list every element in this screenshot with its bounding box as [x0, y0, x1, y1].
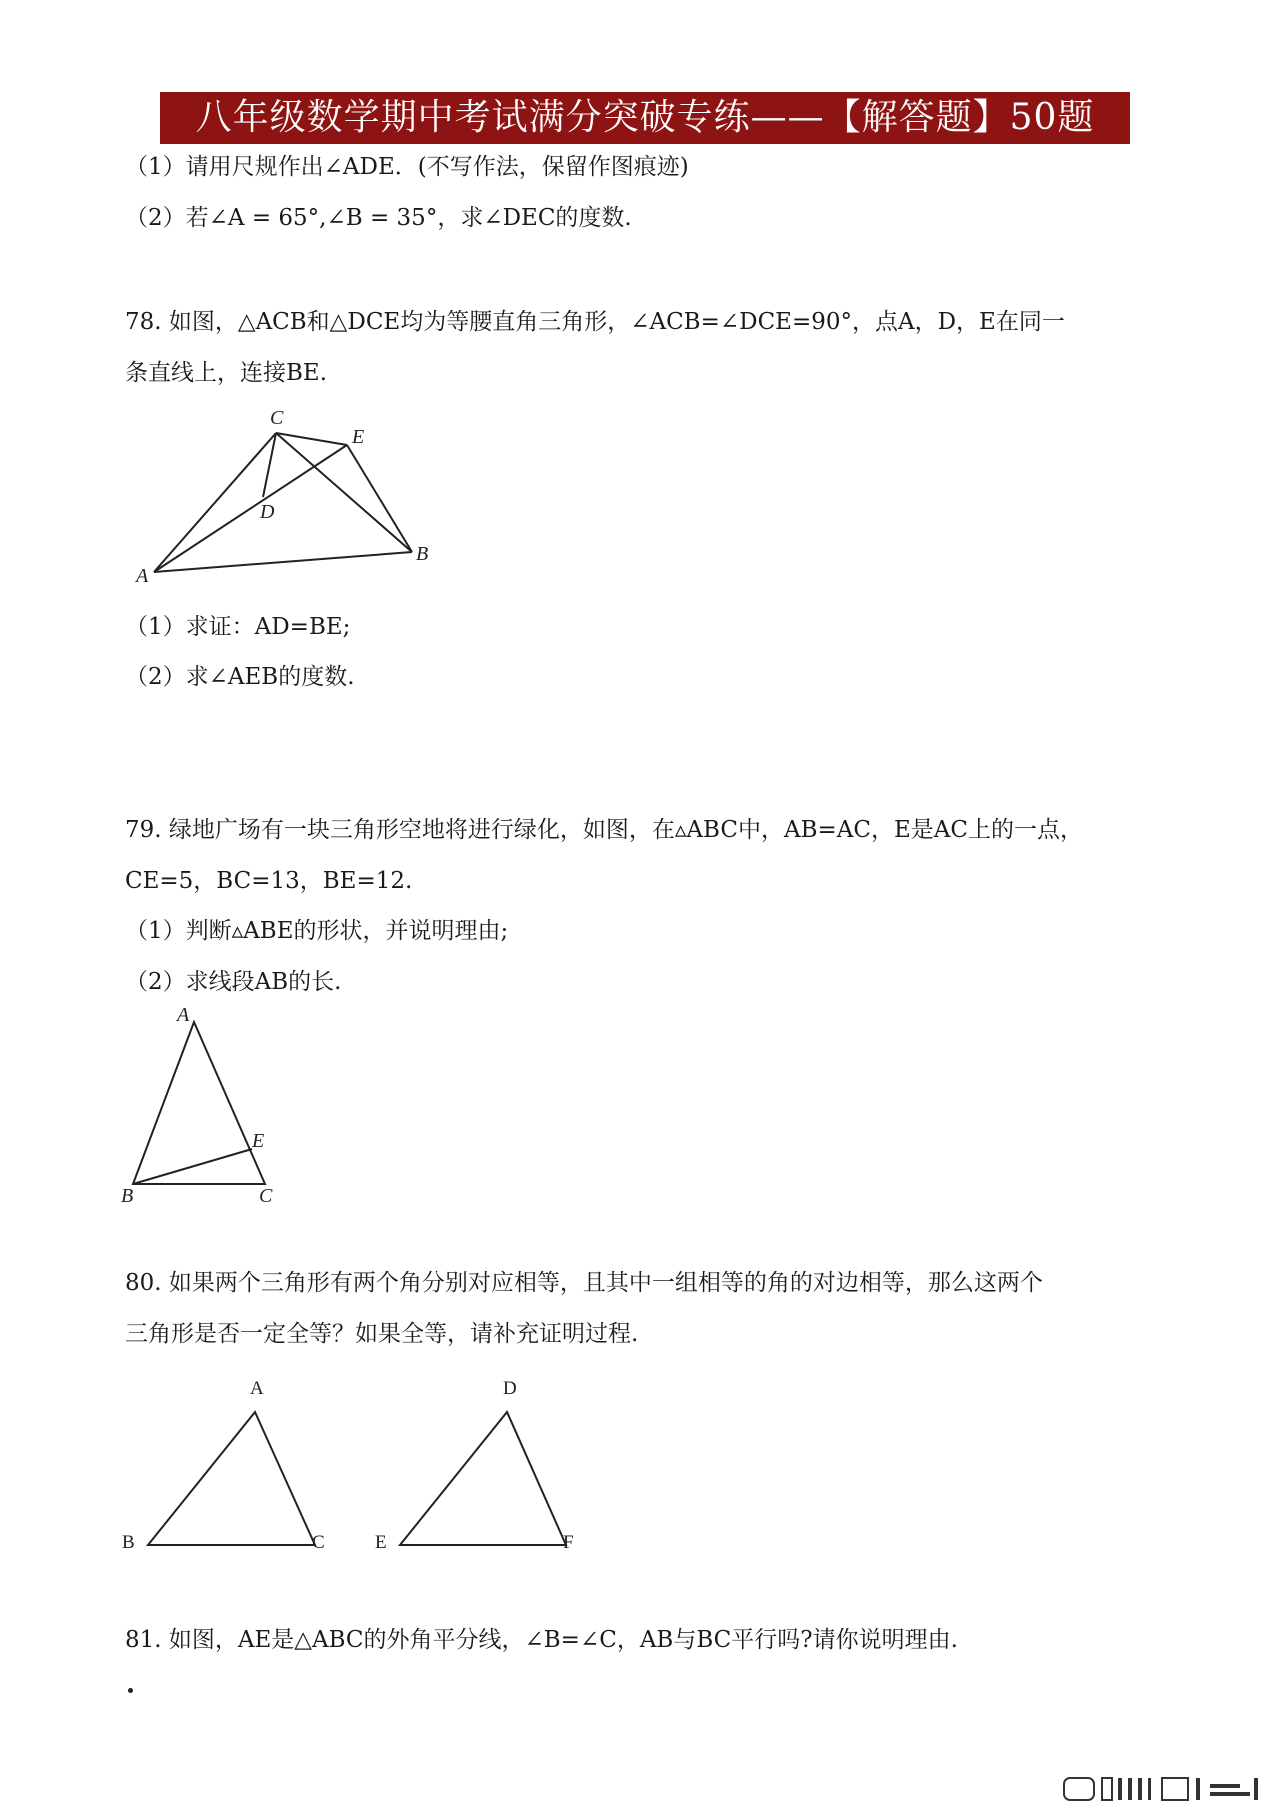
question-78-text-line-2: 条直线上，连接BE. — [125, 360, 328, 386]
segment-cd — [263, 433, 276, 497]
label-c: C — [259, 1185, 273, 1207]
question-79-part-2: （2）求线段AB的长. — [125, 969, 342, 995]
label-f: F — [563, 1532, 574, 1553]
stray-dot — [128, 1688, 133, 1693]
question-79-text-line-1: 79. 绿地广场有一块三角形空地将进行绿化，如图，在▵ABC中，AB=AC，E是AC上的一点， — [125, 817, 1083, 843]
segment-ae — [154, 445, 347, 572]
label-e: E — [352, 426, 365, 448]
label-a: A — [136, 565, 149, 587]
question-77-part-1: （1）请用尺规作出∠ADE．(不写作法，保留作图痕迹) — [125, 154, 689, 180]
segment-be — [133, 1149, 252, 1184]
label-c: C — [270, 407, 284, 429]
triangle-abc — [133, 1022, 265, 1184]
label-b: B — [121, 1185, 134, 1207]
viewer-toolbar-icon[interactable] — [1062, 1774, 1272, 1804]
question-77-part-2: （2）若∠A = 65°,∠B = 35°，求∠DEC的度数. — [125, 205, 632, 231]
figure-80 — [110, 1365, 610, 1555]
segment-ac — [154, 433, 276, 572]
segment-cb — [276, 433, 412, 552]
question-78-part-1: （1）求证：AD=BE; — [125, 614, 351, 640]
segment-eb — [347, 445, 412, 552]
label-c: C — [312, 1532, 325, 1553]
question-79-text-line-2: CE=5，BC=13，BE=12. — [125, 868, 413, 894]
question-79-part-1: （1）判断▵ABE的形状，并说明理由; — [125, 918, 509, 944]
triangle-def — [400, 1412, 566, 1545]
question-78-text-line-1: 78. 如图，△ACB和△DCE均为等腰直角三角形，∠ACB=∠DCE=90°，点A，D，E在同一 — [125, 309, 1065, 335]
label-a: A — [177, 1004, 190, 1026]
label-b: B — [122, 1532, 135, 1553]
question-81-text: 81. 如图，AE是△ABC的外角平分线，∠B=∠C，AB与BC平行吗?请你说明理由. — [125, 1627, 958, 1653]
label-d: D — [503, 1378, 517, 1399]
question-80-text-line-2: 三角形是否一定全等？如果全等，请补充证明过程. — [125, 1321, 639, 1347]
label-e: E — [252, 1130, 265, 1152]
segment-ab — [154, 552, 412, 572]
figure-79 — [115, 1000, 295, 1210]
figure-78 — [120, 400, 450, 590]
triangle-abc — [148, 1412, 315, 1545]
page-title-banner: 八年级数学期中考试满分突破专练——【解答题】50题 — [160, 92, 1130, 144]
label-e: E — [375, 1532, 387, 1553]
question-80-text-line-1: 80. 如果两个三角形有两个角分别对应相等，且其中一组相等的角的对边相等，那么这两个 — [125, 1270, 1043, 1296]
label-a: A — [250, 1378, 264, 1399]
label-b: B — [416, 543, 429, 565]
question-78-part-2: （2）求∠AEB的度数. — [125, 664, 355, 690]
label-d: D — [260, 501, 275, 523]
